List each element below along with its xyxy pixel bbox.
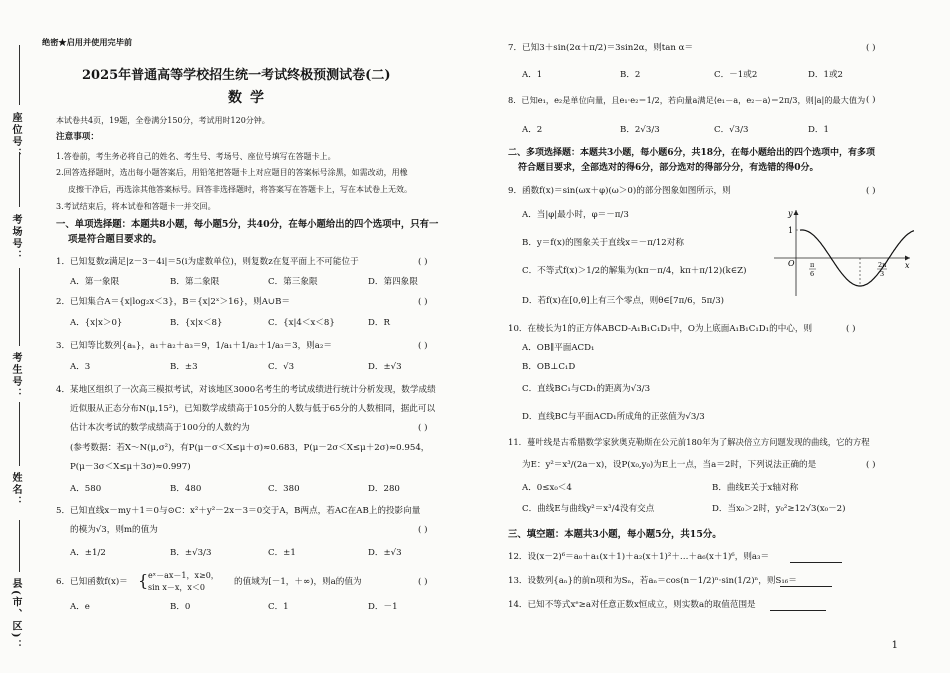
section2-heading-cont: 符合题目要求，全部选对的得6分，部分选对的得部分分，有选错的得0分。 <box>518 163 819 173</box>
q11-option-a: A．0≤x₀＜4 <box>522 483 572 493</box>
county-line <box>19 520 20 572</box>
note-1: 1.答卷前，考生务必将自己的姓名、考生号、考场号、座位号填写在答题卡上。 <box>56 152 336 161</box>
exam-room-line <box>19 152 20 207</box>
q9-answer-paren: ( ) <box>866 186 876 196</box>
q1-stem: 1．已知复数z满足|z－3－4i|＝5(i为虚数单位)，则复数z在复平面上不可能位于 <box>56 257 359 267</box>
page-number: 1 <box>891 640 898 651</box>
name-label: 姓名： <box>10 472 21 508</box>
name-line <box>19 402 20 466</box>
q1-answer-paren: ( ) <box>418 257 428 267</box>
q6-brace: { <box>138 571 149 590</box>
graph-y-label: y <box>788 209 793 218</box>
q9-stem: 9．函数f(x)＝sin(ωx＋φ)(ω＞0)的部分图象如图所示，则 <box>508 186 731 196</box>
q10-option-c: C．直线BC₁与CD₁的距离为√3/3 <box>522 384 651 394</box>
q8-stem: 8．已知e₁，e₂是单位向量，且e₁·e₂＝1/2，若向量a满足⟨e₁－a，e₂－a⟩＝2π/3，则|a|的最大值为 <box>508 95 866 105</box>
candidate-number-line <box>19 268 20 346</box>
q5-stem-line2: 的模为√3，则m的值为 <box>70 525 158 535</box>
q2-answer-paren: ( ) <box>418 297 428 307</box>
q13-answer-blank[interactable] <box>780 586 832 587</box>
section3-heading: 三、填空题：本题共3小题，每小题5分，共15分。 <box>508 529 722 540</box>
q1-option-a: A．第一象限 <box>70 277 120 287</box>
graph-tick1-num: π <box>810 261 815 269</box>
q4-stem-line1: 4．某地区组织了一次高三模拟考试，对该地区3000名考生的考试成绩进行统计分析发现，数学成绩 <box>56 385 436 395</box>
q7-option-c: C．－1或2 <box>714 70 758 80</box>
q12-answer-blank[interactable] <box>790 562 842 563</box>
q10-option-b: B．OB⊥C₁D <box>522 362 576 372</box>
q3-stem: 3．已知等比数列{aₙ}，a₁＋a₂＋a₃＝9，1/a₁＋1/a₂＋1/a₃＝3，则a₂＝ <box>56 341 332 351</box>
q11-stem-line1: 11．蔓叶线是古希腊数学家狄奥克勒斯在公元前180年为了解决倍立方问题发现的曲线，它的方程 <box>508 437 870 447</box>
q6-option-d: D．－1 <box>368 602 398 612</box>
q5-option-c: C．±1 <box>268 548 296 558</box>
q7-option-b: B．2 <box>620 70 641 80</box>
q9-function-graph <box>774 206 914 298</box>
q2-option-d: D．R <box>368 318 390 328</box>
subject-title: 数学 <box>228 90 272 106</box>
section2-heading: 二、多项选择题：本题共3小题，每小题6分，共18分，在每小题给出的四个选项中，有多项 <box>508 148 876 158</box>
q1-option-d: D．第四象限 <box>368 277 418 287</box>
q3-option-d: D．±√3 <box>368 362 402 372</box>
q14-stem: 14．已知不等式xᵉ≥a对任意正数x恒成立，则实数a的取值范围是 <box>508 600 756 610</box>
q9-option-a: A．当|φ|最小时，φ＝－π/3 <box>522 210 629 220</box>
graph-tick1-den: 6 <box>810 270 815 278</box>
exam-title: 2025年普通高等学校招生统一考试终极预测试卷(二) <box>82 68 391 83</box>
q11-option-d: D．当x₀＞2时，y₀²≥12√3(x₀－2) <box>712 504 846 514</box>
q10-stem: 10．在棱长为1的正方体ABCD-A₁B₁C₁D₁中，O为上底面A₁B₁C₁D₁的中心，则 <box>508 324 813 334</box>
q6-case-1: eˣ－ax－1，x≥0， <box>148 571 219 580</box>
q4-stem-line3: 估计本次考试的数学成绩高于100分的人数约为 <box>70 423 250 433</box>
graph-x-arrow <box>905 256 910 261</box>
q11-option-b: B．曲线E关于x轴对称 <box>712 483 799 493</box>
q6-case-2: sin x－x，x＜0 <box>148 583 205 592</box>
q12-stem: 12．设(x－2)⁶＝a₀＋a₁(x＋1)＋a₂(x＋1)²＋…＋a₆(x＋1)⁶，则a₃＝ <box>508 552 770 562</box>
q11-option-c: C．曲线E与曲线y²＝x³/4没有交点 <box>522 504 655 514</box>
seat-number-line <box>19 45 20 105</box>
q4-stem-line2: 近似服从正态分布N(μ,15²)，已知数学成绩高于105分的人数与低于65分的人数相同，据此可以 <box>70 404 436 414</box>
note-2: 2.回答选择题时，选出每小题答案后，用铅笔把答题卡上对应题目的答案标号涂黑，如需改动，用橡 <box>56 168 408 177</box>
q7-option-a: A．1 <box>522 70 543 80</box>
graph-tick2-num: 2π <box>878 261 887 269</box>
q6-option-a: A．e <box>70 602 90 612</box>
graph-y-arrow <box>794 210 799 215</box>
q8-option-d: D．1 <box>808 125 829 135</box>
q9-option-b: B．y＝f(x)的图象关于直线x＝－π/12对称 <box>522 238 684 248</box>
q4-answer-paren: ( ) <box>418 423 428 433</box>
q6-stem-prefix: 6．已知函数f(x)＝ <box>56 577 128 587</box>
exam-intro: 本试卷共4页，19题，全卷满分150分，考试用时120分钟。 <box>56 116 270 125</box>
q7-answer-paren: ( ) <box>866 43 876 53</box>
q1-option-b: B．第二象限 <box>170 277 220 287</box>
q10-option-d: D．直线BC与平面ACD₁所成角的正弦值为√3/3 <box>522 412 705 422</box>
q5-option-a: A．±1/2 <box>70 548 106 558</box>
q5-option-d: D．±√3 <box>368 548 402 558</box>
q1-option-c: C．第三象限 <box>268 277 318 287</box>
graph-x-label: x <box>905 261 910 270</box>
q4-option-b: B．480 <box>170 484 202 494</box>
q11-stem-line2: 为E：y²＝x³/(2a－x)，设P(x₀,y₀)为E上一点，当a＝2时，下列说法正确的是 <box>522 460 817 470</box>
q5-answer-paren: ( ) <box>418 525 428 535</box>
q3-option-c: C．√3 <box>268 362 295 372</box>
graph-tick2-den: 3 <box>880 270 885 278</box>
q4-option-c: C．380 <box>268 484 300 494</box>
q3-option-b: B．±3 <box>170 362 198 372</box>
county-label: 县(市、区)： <box>10 578 21 652</box>
q2-option-c: C．{x|4＜x＜8} <box>268 318 335 328</box>
binding-strip <box>0 0 38 673</box>
q7-stem: 7．已知3＋sin(2α＋π/2)＝3sin2α，则tan α＝ <box>508 43 694 53</box>
q10-answer-paren: ( ) <box>846 324 856 334</box>
candidate-number-label: 考生号： <box>10 352 21 400</box>
q9-option-c: C．不等式f(x)＞1/2的解集为(kπ－π/4，kπ＋π/12)(k∈Z) <box>522 266 747 276</box>
q4-reference-line1: (参考数据：若X～N(μ,σ²)，有P(μ－σ＜X≤μ＋σ)≈0.683，P(μ－2σ＜X≤μ＋2σ)≈0.954， <box>70 443 430 453</box>
q2-option-b: B．{x|x＜8} <box>170 318 223 328</box>
q5-stem-line1: 5．已知直线x－my＋1＝0与⊙C：x²＋y²－2x－3＝0交于A，B两点，若AC在AB上的投影向量 <box>56 506 421 516</box>
q6-stem-suffix: 的值域为[－1，＋∞)，则a的值为 <box>234 577 362 587</box>
q7-option-d: D．1或2 <box>808 70 844 80</box>
q8-option-b: B．2√3/3 <box>620 125 660 135</box>
q3-answer-paren: ( ) <box>418 341 428 351</box>
graph-origin-label: O <box>788 259 795 268</box>
secret-label: 绝密★启用并使用完毕前 <box>42 37 133 47</box>
q4-reference-line2: P(μ－3σ＜X≤μ＋3σ)≈0.997) <box>70 462 191 472</box>
q9-option-d: D．若f(x)在[0,θ]上有三个零点，则θ∈[7π/6，5π/3) <box>522 296 725 306</box>
q5-option-b: B．±√3/3 <box>170 548 212 558</box>
q6-answer-paren: ( ) <box>418 577 428 587</box>
q3-option-a: A．3 <box>70 362 91 372</box>
q4-option-d: D．280 <box>368 484 400 494</box>
q2-stem: 2．已知集合A＝{x|log₂x＜3}，B＝{x|2ˣ＞16}，则A∪B＝ <box>56 297 291 307</box>
note-3: 3.考试结束后，将本试卷和答题卡一并交回。 <box>56 202 216 211</box>
q4-option-a: A．580 <box>70 484 102 494</box>
section1-heading: 一、单项选择题：本题共8小题，每小题5分，共40分，在每小题给出的四个选项中，只有一 <box>56 219 439 230</box>
q8-option-a: A．2 <box>522 125 543 135</box>
notes-heading: 注意事项： <box>56 132 99 142</box>
q13-stem: 13．设数列{aₙ}的前n项和为Sₙ，若aₙ＝cos(n－1/2)ⁿ·sin(1/2)ⁿ，则S₁₆＝ <box>508 576 797 586</box>
q8-answer-paren: ( ) <box>866 95 876 105</box>
q10-option-a: A．OB∥平面ACD₁ <box>522 343 595 353</box>
q11-answer-paren: ( ) <box>866 460 876 470</box>
section1-heading-cont: 项是符合题目要求的。 <box>68 234 162 245</box>
exam-room-label: 考场号： <box>10 214 21 262</box>
q14-answer-blank[interactable] <box>770 610 826 611</box>
q6-option-c: C．1 <box>268 602 289 612</box>
q6-option-b: B．0 <box>170 602 191 612</box>
seat-number-label: 座位号： <box>10 112 21 160</box>
q2-option-a: A．{x|x＞0} <box>70 318 123 328</box>
q8-option-c: C．√3/3 <box>714 125 749 135</box>
note-2-cont: 皮擦干净后，再选涂其他答案标号。回答非选择题时，将答案写在答题卡上，写在本试卷上无效。 <box>68 185 412 194</box>
graph-one-label: 1 <box>788 226 794 235</box>
